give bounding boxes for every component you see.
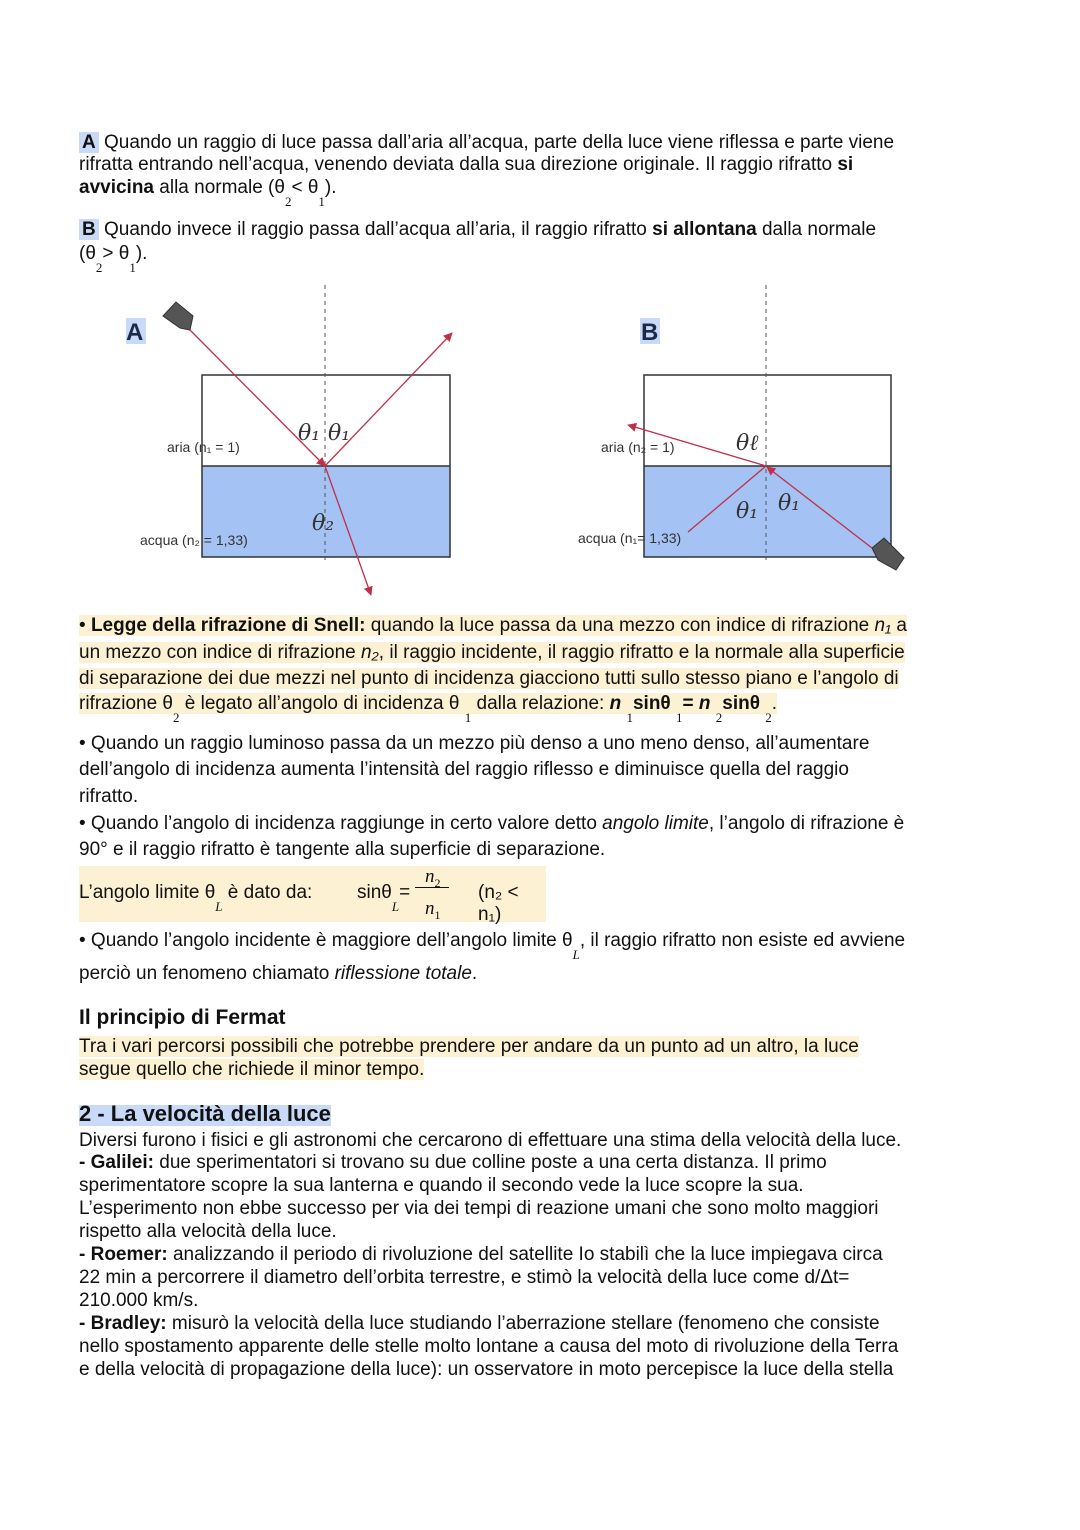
text-segment: • Quando l’angolo di incidenza raggiunge in certo valore detto — [79, 813, 603, 834]
text-line — [79, 732, 869, 755]
text-segment: rifratto. — [79, 786, 139, 807]
water-label: acqua (n₁= 1,33) — [578, 530, 682, 546]
text-segment: 22 min a percorrere il diametro dell’orbita terrestre, e stimò la velocità della luce come d/Δt= — [79, 1267, 850, 1288]
text-segment: 2 — [173, 710, 180, 725]
text-segment: Quando un raggio di luce passa dall’aria all’acqua, parte della luce viene riflessa e parte viene — [98, 132, 895, 153]
text-line — [79, 1102, 331, 1127]
text-segment: 2 — [765, 710, 772, 725]
formula-sin-sub: L — [391, 899, 400, 914]
text-segment: 1 — [676, 710, 683, 725]
text-segment: riflessione totale — [334, 963, 472, 984]
text-segment: . — [771, 693, 778, 714]
air-label: aria (n₂ = 1) — [601, 439, 675, 455]
text-segment: sinθ — [632, 693, 676, 714]
text-line — [79, 1358, 893, 1381]
text-segment: , l’angolo di rifrazione è — [708, 813, 905, 834]
text-segment: 1 — [626, 710, 633, 725]
text-segment: rifrazione θ — [79, 693, 173, 714]
text-segment: ). — [324, 177, 337, 198]
formula-eq: = — [399, 882, 411, 903]
theta1-incident-label: θ₁ — [298, 421, 321, 446]
diagram-a-label: A — [126, 319, 144, 346]
text-segment: 90° e il raggio rifratto è tangente alla superficie di separazione. — [79, 839, 606, 860]
text-segment: 1 — [318, 194, 325, 209]
formula-condition: (n₂ < n₁) — [478, 882, 519, 925]
formula-intro-sub: L — [215, 899, 223, 914]
text-line — [79, 962, 477, 985]
air-label: aria (n₁ = 1) — [167, 439, 240, 455]
text-segment: 210.000 km/s. — [79, 1290, 199, 1311]
text-segment: • — [79, 615, 91, 636]
formula-sin: sinθ — [357, 882, 392, 903]
text-segment: si allontana — [652, 219, 757, 240]
text-segment: n₂ — [360, 642, 379, 663]
text-line — [79, 1312, 880, 1335]
text-segment: rispetto alla velocità della luce. — [79, 1221, 337, 1242]
text-segment: di separazione dei due mezzi nel punto di incidenza giacciono tutti sullo stesso piano e l’angolo di — [79, 668, 899, 689]
text-segment: Legge della rifrazione di Snell: — [90, 615, 366, 636]
theta2-label: θ₂ — [312, 511, 335, 536]
text-line — [79, 838, 605, 861]
text-segment: n — [698, 693, 716, 714]
text-segment: = — [682, 693, 699, 714]
text-segment: è legato all’angolo di incidenza θ — [179, 693, 465, 714]
text-segment: rifratta entrando nell’acqua, venendo deviata dalla sua direzione originale. Il raggio rifratto — [79, 154, 838, 175]
text-segment: Il principio di Fermat — [79, 1006, 286, 1029]
text-segment: quando la luce passa da una mezzo con indice di rifrazione — [365, 615, 875, 636]
text-segment: 1 — [129, 260, 136, 275]
diagram-a — [126, 285, 452, 595]
text-line — [79, 1006, 286, 1030]
text-segment: segue quello che richiede il minor tempo. — [79, 1059, 425, 1080]
text-segment: 2 - La velocità della luce — [79, 1101, 331, 1126]
reflected-ray — [325, 333, 452, 466]
text-line — [79, 1220, 337, 1243]
text-segment: , il raggio rifratto non esiste ed avviene — [579, 930, 906, 951]
text-segment: un mezzo con indice di rifrazione — [79, 642, 361, 663]
text-line — [79, 1243, 883, 1266]
lamp-icon — [163, 302, 193, 330]
text-line — [79, 667, 899, 690]
text-segment: (θ — [79, 243, 96, 264]
text-segment: B — [79, 219, 99, 240]
text-segment: sinθ — [722, 693, 766, 714]
formula-intro-end: è dato da: — [222, 882, 313, 903]
text-segment: due sperimentatori si trovano su due colline poste a una certa distanza. Il primo — [153, 1152, 827, 1173]
text-segment: • Quando un raggio luminoso passa da un mezzo più denso a uno meno denso, all’aumentare — [79, 733, 870, 754]
text-segment: alla normale (θ — [154, 177, 285, 198]
text-segment: avvicina — [79, 177, 154, 198]
text-segment: angolo limite — [602, 813, 709, 834]
text-line — [79, 1151, 827, 1174]
text-segment: 2 — [715, 710, 723, 725]
text-segment: 2 — [284, 194, 292, 209]
text-segment: dalla relazione: — [471, 693, 610, 714]
text-line — [79, 1058, 424, 1081]
text-line — [79, 1035, 859, 1058]
text-segment: si — [837, 154, 854, 175]
text-line — [79, 1129, 901, 1152]
text-line — [79, 785, 138, 808]
text-segment: 1 — [464, 710, 472, 725]
theta-limit-label: θℓ — [736, 431, 759, 456]
water-label: acqua (n₂ = 1,33) — [140, 532, 248, 548]
text-line — [79, 929, 906, 962]
text-segment: e della velocità di propagazione della luce): un osservatore in moto percepisce la luce della stella — [79, 1359, 894, 1380]
theta1-reflected-label: θ₁ — [736, 499, 759, 524]
text-segment: Tra i vari percorsi possibili che potrebbe prendere per andare da un punto ad un altro, la luce — [79, 1036, 859, 1057]
numerator-sub: 2 — [434, 876, 441, 890]
theta1-reflected-label: θ₁ — [328, 421, 351, 446]
theta1-incident-label: θ₁ — [778, 491, 801, 516]
text-segment: , il raggio incidente, il raggio rifratto e la normale alla superficie — [378, 642, 905, 663]
text-line — [79, 1335, 898, 1358]
text-segment: Quando invece il raggio passa dall’acqua all’aria, il raggio rifratto — [98, 219, 653, 240]
text-segment: L’esperimento non ebbe successo per via dei tempi di reazione umani che sono molto maggiori — [79, 1198, 879, 1219]
text-segment: - Galilei: — [79, 1152, 154, 1173]
denominator: n — [425, 898, 435, 919]
text-segment: dalla normale — [756, 219, 877, 240]
text-segment: A — [79, 132, 99, 153]
text-segment: dell’angolo di incidenza aumenta l’intensità del raggio riflesso e diminuisce quella del raggio — [79, 759, 849, 780]
formula-intro: L’angolo limite θ — [79, 882, 216, 903]
text-segment: analizzando il periodo di rivoluzione del satellite Io stabilì che la luce impiegava circa — [167, 1244, 883, 1265]
text-line — [79, 614, 907, 637]
text-line — [79, 1197, 879, 1220]
text-segment: 2 — [95, 260, 103, 275]
text-segment: • Quando l’angolo incidente è maggiore dell’angolo limite θ — [79, 930, 573, 951]
text-segment: nello spostamento apparente delle stelle molto lontane a causa del moto di rivoluzione della Terra — [79, 1336, 899, 1357]
text-segment: misurò la velocità della luce studiando l’aberrazione stellare (fenomeno che consiste — [166, 1313, 880, 1334]
numerator: n — [425, 866, 435, 887]
diagram-b-label: B — [641, 319, 659, 346]
text-segment: - Roemer: — [79, 1244, 168, 1265]
text-line — [79, 1289, 198, 1312]
refraction-diagrams — [0, 0, 1080, 610]
text-segment: L — [572, 947, 580, 962]
text-segment: < θ — [291, 177, 319, 198]
text-segment: . — [471, 963, 478, 984]
text-segment: Diversi furono i fisici e gli astronomi che cercarono di effettuare una stima della velocità della luce. — [79, 1130, 902, 1151]
diagram-b — [578, 285, 904, 570]
text-segment: n₁ — [874, 615, 892, 636]
text-segment: a — [891, 615, 907, 636]
limit-angle-formula — [79, 866, 546, 925]
text-line — [79, 1174, 804, 1197]
text-segment: n — [609, 693, 627, 714]
text-segment: > θ — [102, 243, 130, 264]
text-segment: - Bradley: — [79, 1313, 167, 1334]
text-segment: perciò un fenomeno chiamato — [79, 963, 335, 984]
text-line — [79, 758, 849, 781]
text-segment: ). — [135, 243, 148, 264]
text-line — [79, 812, 904, 835]
text-line — [79, 692, 778, 725]
text-segment: sperimentatore scopre la sua lanterna e quando il secondo vede la luce scopre la sua. — [79, 1175, 804, 1196]
text-line — [79, 641, 905, 664]
denominator-sub: 1 — [434, 908, 441, 922]
text-line — [79, 1266, 849, 1289]
